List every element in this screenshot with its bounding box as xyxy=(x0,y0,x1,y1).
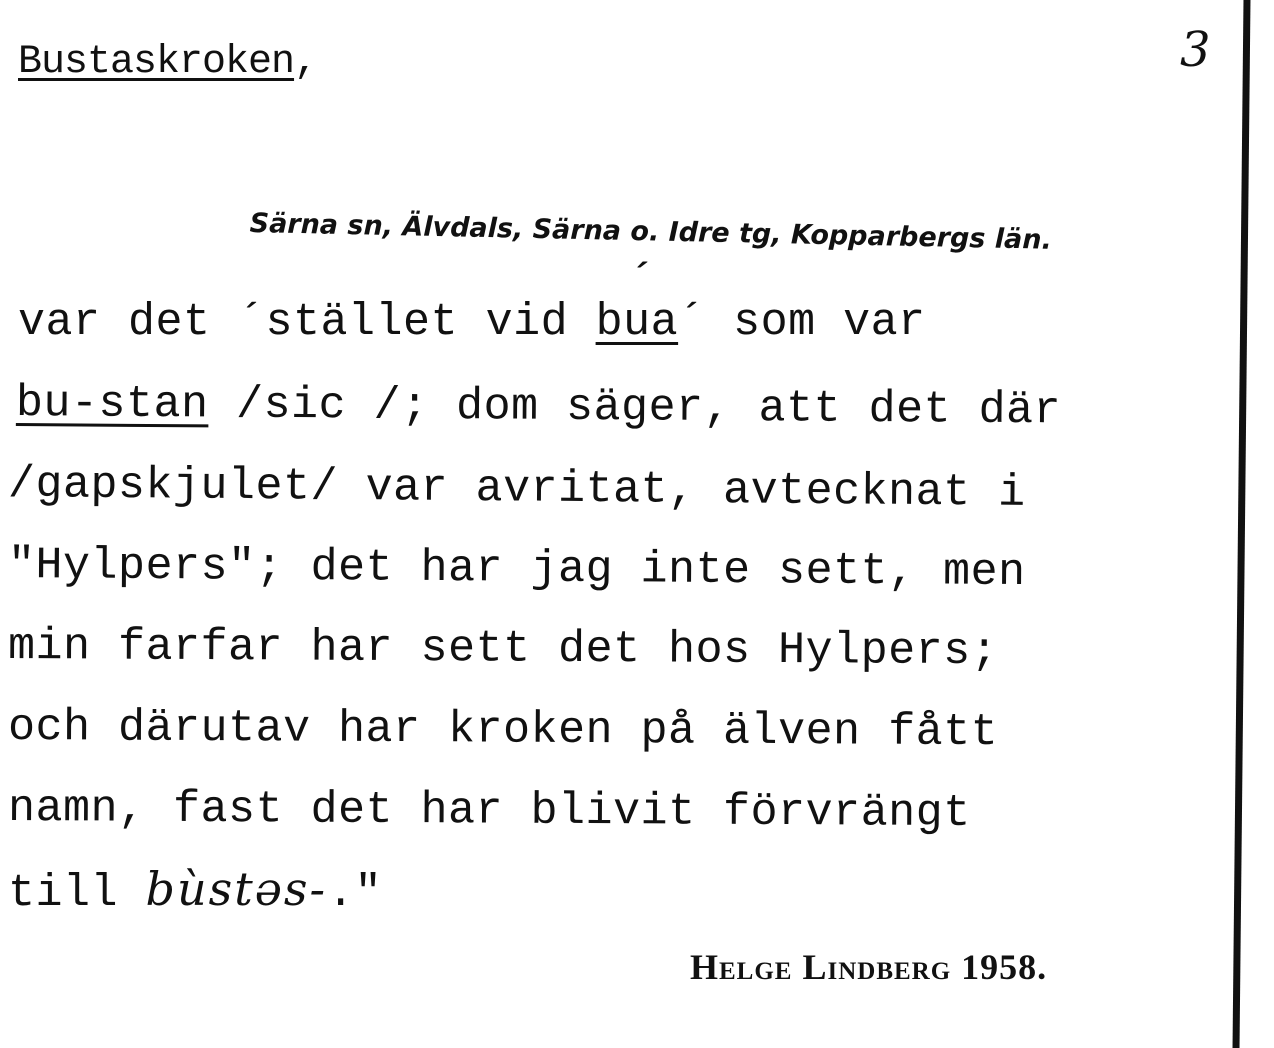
signature-line: Helge Lindberg 1958. xyxy=(690,947,1048,987)
text-line-8-d: ." xyxy=(327,868,383,919)
page-number: 3 xyxy=(1180,22,1211,78)
handwritten-phonetic-part-2: təs- xyxy=(234,862,328,916)
location-stamp: Särna sn, Älvdals, Särna o. Idre tg, Kopparbergs län. xyxy=(249,208,1053,256)
title-punctuation: , xyxy=(294,40,318,85)
card-title xyxy=(18,40,317,85)
card-edge-line xyxy=(1233,0,1251,1048)
handwritten-phonetic-part-1: bùs xyxy=(145,862,235,916)
text-line-2-b: /sic /; dom säger, att det där xyxy=(208,379,1062,437)
underlined-word-bu-stan: bu-stan xyxy=(15,378,209,431)
text-line-4: "Hylpers"; det har jag inte sett, men xyxy=(7,540,1026,599)
title-word: Bustaskroken xyxy=(18,40,295,85)
underlined-word-bua: ´ bua xyxy=(596,282,679,363)
card-body xyxy=(8,282,1228,930)
text-line-3: /gapskjulet/ var avritat, avtecknat i xyxy=(7,459,1026,519)
text-line-1-c: ´ som var xyxy=(678,297,926,348)
text-line-1 xyxy=(8,282,1228,363)
text-line-6: och därutav har kroken på älven fått xyxy=(7,702,999,759)
text-line-7: namn, fast det har blivit förvrängt xyxy=(7,783,971,840)
text-line-1-a: var det ´stället vid xyxy=(18,297,596,348)
text-line-8 xyxy=(8,849,1228,930)
text-line-5: min farfar har sett det hos Hylpers; xyxy=(7,621,999,678)
text-line-8-a: till xyxy=(8,868,146,919)
text-line-2 xyxy=(8,363,1229,453)
